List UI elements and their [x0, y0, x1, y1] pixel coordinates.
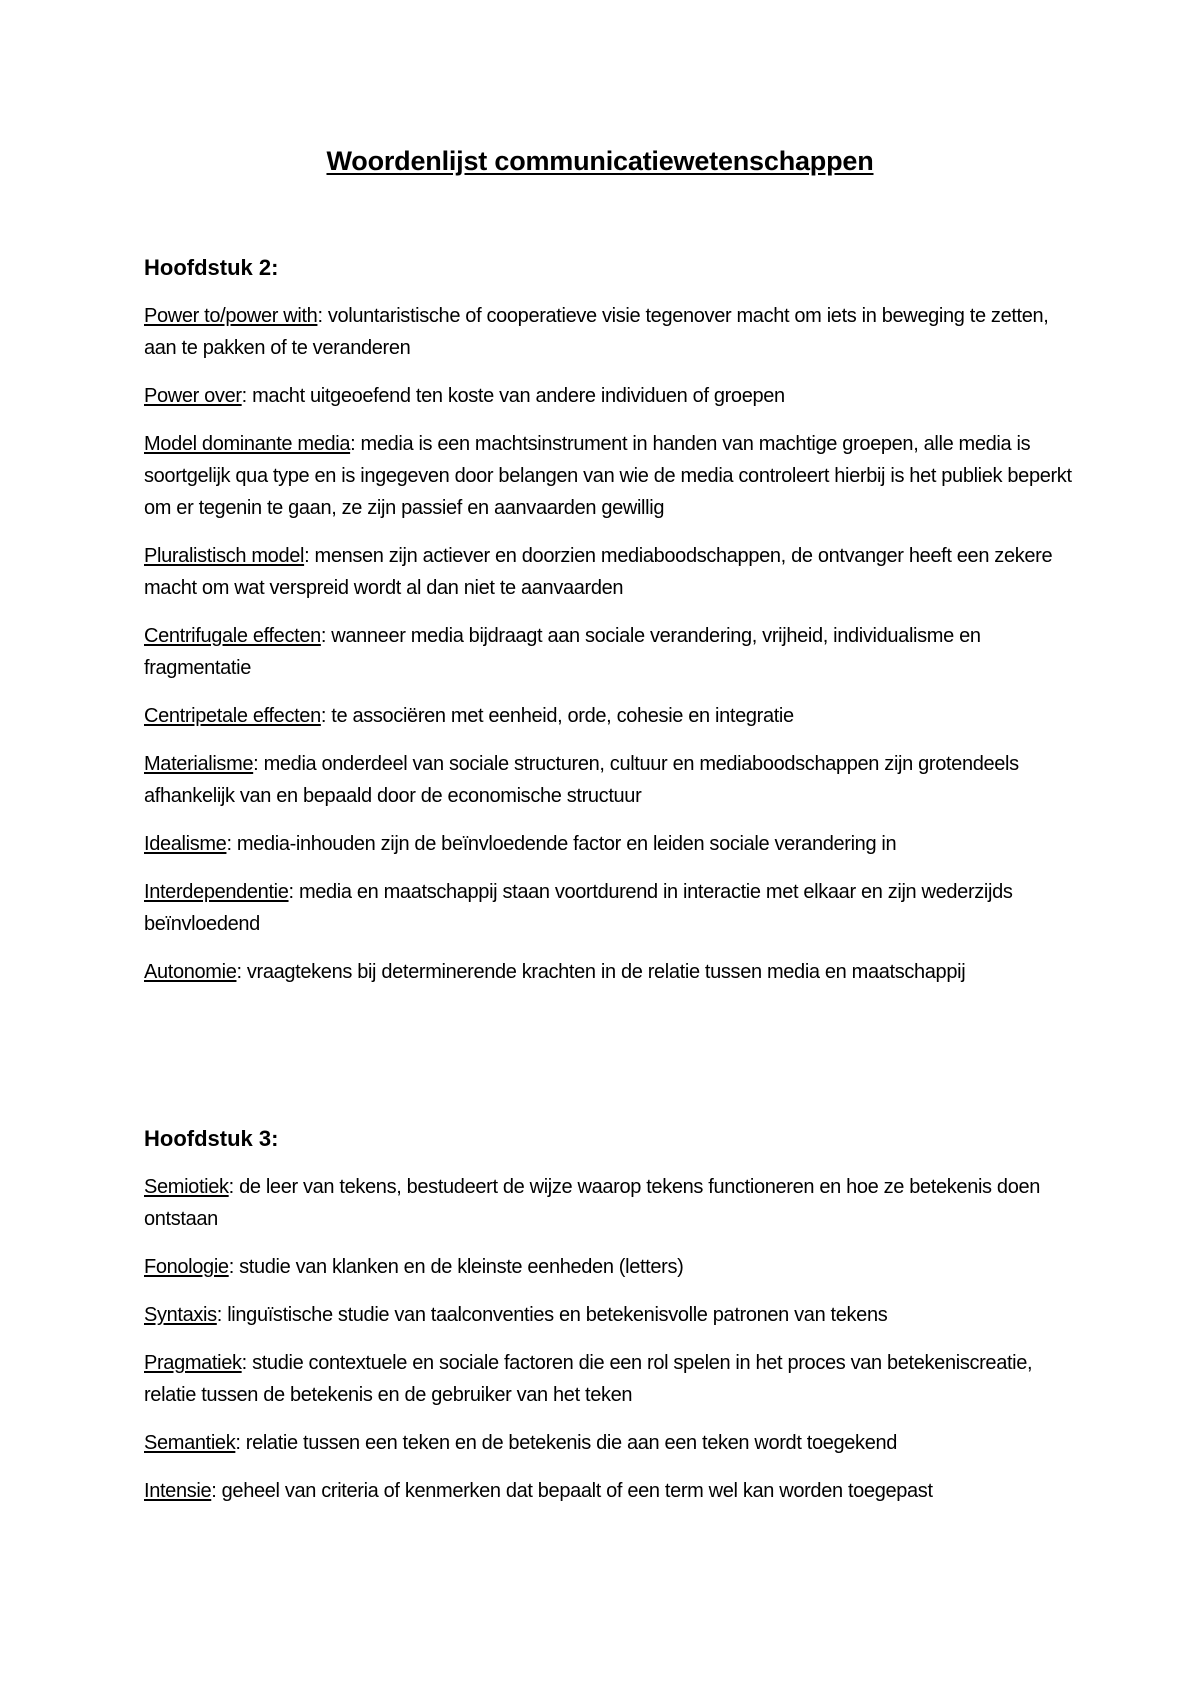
glossary-definition: : studie contextuele en sociale factoren die een rol spelen in het proces van betekeniscreatie, relatie tussen de betekenis en de gebruiker van het teken	[144, 1352, 1033, 1406]
glossary-definition: : studie van klanken en de kleinste eenheden (letters)	[228, 1256, 684, 1278]
glossary-entry	[144, 1347, 1074, 1411]
glossary-definition: : media onderdeel van sociale structuren, cultuur en mediaboodschappen zijn grotendeels afhankelijk van en bepaald door de economische structuur	[144, 753, 1019, 807]
glossary-entry	[144, 748, 1074, 812]
glossary-definition: : media en maatschappij staan voortdurend in interactie met elkaar en zijn wederzijds beïnvloedend	[144, 881, 1013, 935]
glossary-entry	[144, 828, 1074, 860]
document-title: Woordenlijst communicatiewetenschappen	[326, 146, 874, 176]
glossary-entry	[144, 620, 1074, 684]
glossary-definition: : media-inhouden zijn de beïnvloedende factor en leiden sociale verandering in	[226, 833, 897, 855]
glossary-entry	[144, 700, 1074, 732]
glossary-term: Autonomie	[144, 961, 237, 983]
glossary-term: Pragmatiek	[144, 1352, 242, 1374]
glossary-entry	[144, 956, 1074, 988]
glossary-entry	[144, 380, 1074, 412]
glossary-term: Semiotiek	[144, 1176, 229, 1198]
glossary-term: Materialisme	[144, 753, 254, 775]
glossary-definition: : mensen zijn actiever en doorzien mediaboodschappen, de ontvanger heeft een zekere macht om wat verspreid wordt al dan niet te aanvaarden	[144, 545, 1053, 599]
glossary-term: Pluralistisch model	[144, 545, 305, 567]
glossary-term: Intensie	[144, 1480, 212, 1502]
glossary-term: Idealisme	[144, 833, 227, 855]
glossary-term: Power over	[144, 385, 242, 407]
glossary-term: Power to/power with	[144, 305, 318, 327]
chapter-heading: Hoofdstuk 3:	[144, 1126, 279, 1151]
glossary-term: Fonologie	[144, 1256, 229, 1278]
chapter-3-section	[144, 1124, 1074, 1523]
glossary-entry	[144, 1475, 1074, 1507]
glossary-entry	[144, 540, 1074, 604]
glossary-term: Syntaxis	[144, 1304, 217, 1326]
glossary-entry	[144, 876, 1074, 940]
glossary-definition: : vraagtekens bij determinerende krachten in de relatie tussen media en maatschappij	[236, 961, 966, 983]
glossary-definition: : macht uitgeoefend ten koste van andere individuen of groepen	[241, 385, 785, 407]
glossary-term: Interdependentie	[144, 881, 289, 903]
glossary-definition: : relatie tussen een teken en de betekenis die aan een teken wordt toegekend	[235, 1432, 898, 1454]
chapter-2-section	[144, 253, 1074, 1004]
glossary-entry	[144, 1427, 1074, 1459]
glossary-definition: : te associëren met eenheid, orde, cohesie en integratie	[320, 705, 794, 727]
glossary-definition: : media is een machtsinstrument in handen van machtige groepen, alle media is soortgelijk qua type en is ingegeven door belangen van wie de media controleert hierbij is het publiek beperkt om er tegenin te gaan, ze zijn passief en aanvaarden gewillig	[144, 433, 1072, 519]
glossary-term: Model dominante media	[144, 433, 351, 455]
glossary-entry	[144, 1299, 1074, 1331]
glossary-term: Semantiek	[144, 1432, 236, 1454]
glossary-definition: : geheel van criteria of kenmerken dat bepaalt of een term wel kan worden toegepast	[211, 1480, 933, 1502]
glossary-definition: : linguïstische studie van taalconventies en betekenisvolle patronen van tekens	[216, 1304, 888, 1326]
glossary-definition: : voluntaristische of cooperatieve visie tegenover macht om iets in beweging te zetten, aan te pakken of te veranderen	[144, 305, 1049, 359]
glossary-term: Centrifugale effecten	[144, 625, 321, 647]
glossary-entry	[144, 1171, 1074, 1235]
chapter-heading: Hoofdstuk 2:	[144, 255, 279, 280]
glossary-definition: : de leer van tekens, bestudeert de wijze waarop tekens functioneren en hoe ze betekenis doen ontstaan	[144, 1176, 1041, 1230]
glossary-entry	[144, 300, 1074, 364]
glossary-definition: : wanneer media bijdraagt aan sociale verandering, vrijheid, individualisme en fragmentatie	[144, 625, 981, 679]
glossary-term: Centripetale effecten	[144, 705, 321, 727]
glossary-entry	[144, 428, 1074, 524]
glossary-entry	[144, 1251, 1074, 1283]
